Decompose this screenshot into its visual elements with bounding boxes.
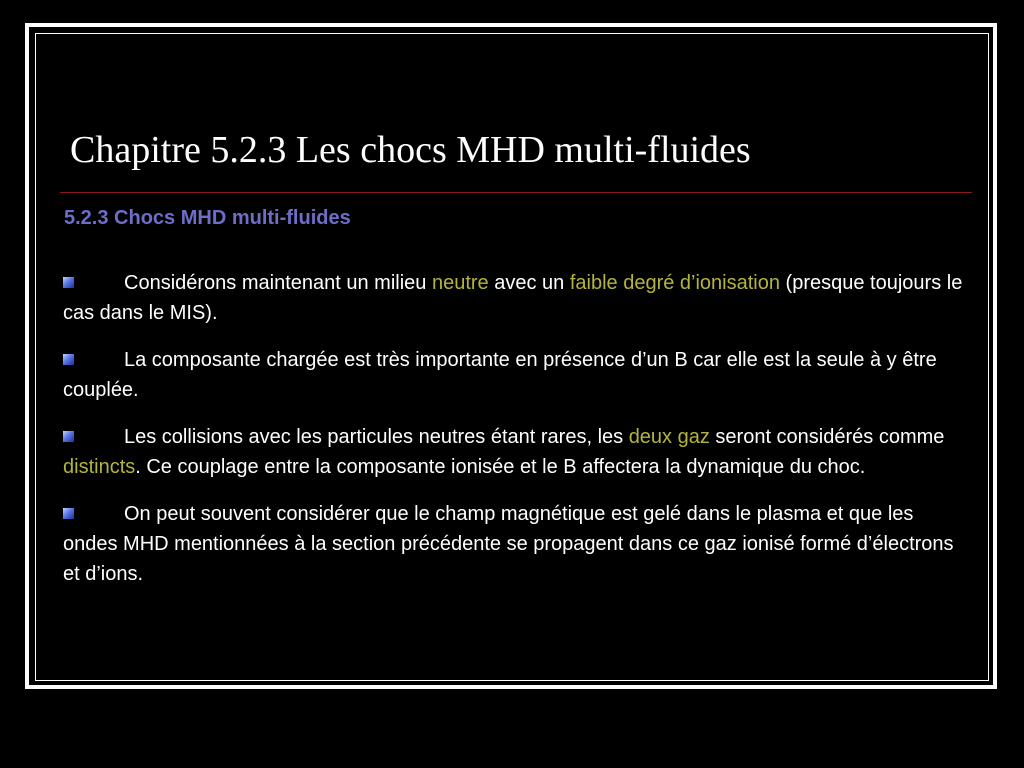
- bullet-1-text-1: Considérons maintenant un milieu: [124, 272, 432, 294]
- bullet-2-text-1: La composante chargée est très importante en présence d’un B car elle est la seule à y être couplée.: [63, 349, 937, 401]
- bullet-3-text-1: Les collisions avec les particules neutres étant rares, les: [124, 426, 629, 448]
- bullet-3-highlight-1: deux gaz: [628, 426, 710, 448]
- bullet-1-text-2: avec un: [488, 272, 570, 294]
- bullet-list: [63, 268, 969, 606]
- bullet-3-text-2: seront considérés comme: [709, 426, 945, 448]
- bullet-item-2: [63, 345, 969, 405]
- bullet-3-highlight-2: distincts: [63, 456, 136, 478]
- bullet-1-text-3: (presque toujours le cas dans le MIS).: [63, 272, 963, 324]
- bullet-1-highlight-1: neutre: [431, 272, 489, 294]
- bullet-square-icon: [63, 431, 74, 442]
- title-divider: [60, 192, 972, 193]
- bullet-item-3: [63, 422, 969, 482]
- bullet-square-icon: [63, 508, 74, 519]
- bullet-square-icon: [63, 277, 74, 288]
- section-subheading: 5.2.3 Chocs MHD multi-fluides: [64, 207, 351, 229]
- bullet-3-text-3: . Ce couplage entre la composante ionisée et le B affectera la dynamique du choc.: [135, 456, 866, 478]
- bullet-1-highlight-2: faible degré d’ionisation: [569, 272, 780, 294]
- slide-title: Chapitre 5.2.3 Les chocs MHD multi-fluides: [70, 129, 751, 171]
- bullet-square-icon: [63, 354, 74, 365]
- bullet-4-text-1: On peut souvent considérer que le champ magnétique est gelé dans le plasma et que les ondes MHD mentionnées à la section précédente se propagent dans ce gaz ionisé formé d’électrons et d’ions.: [63, 503, 954, 585]
- bullet-item-4: [63, 499, 969, 589]
- bullet-item-1: [63, 268, 969, 328]
